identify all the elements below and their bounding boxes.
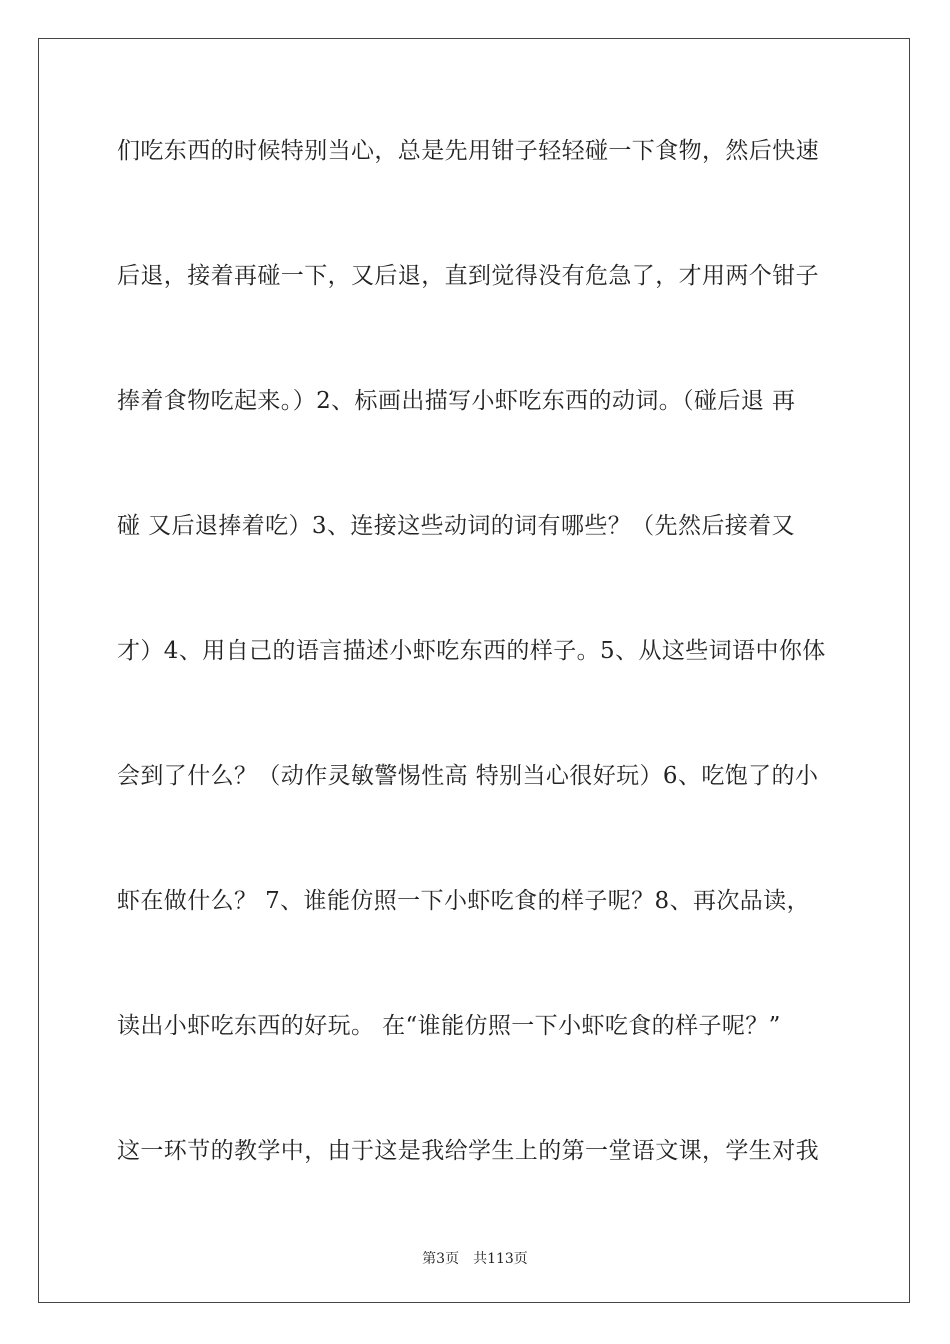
- body-text-line: 虾在做什么？ 7、谁能仿照一下小虾吃食的样子呢？8、再次品读，: [117, 888, 810, 914]
- body-text-line: 会到了什么？（动作灵敏警惕性高 特别当心很好玩）6、吃饱了的小: [117, 763, 819, 789]
- body-text-line: 才）4、用自己的语言描述小虾吃东西的样子。5、从这些词语中你体: [117, 638, 826, 664]
- body-text-line: 后退，接着再碰一下，又后退，直到觉得没有危急了，才用两个钳子: [117, 263, 819, 289]
- body-text-line: 捧着食物吃起来。）2、标画出描写小虾吃东西的动词。（碰后退 再: [117, 388, 796, 414]
- body-text-line: 读出小虾吃东西的好玩。 在“谁能仿照一下小虾吃食的样子呢？”: [117, 1013, 781, 1039]
- page-footer: 第3页 共113页: [422, 1251, 528, 1267]
- page-border: [38, 38, 910, 1303]
- body-text-line: 这一环节的教学中，由于这是我给学生上的第一堂语文课，学生对我: [117, 1138, 819, 1164]
- body-text-line: 们吃东西的时候特别当心，总是先用钳子轻轻碰一下食物，然后快速: [117, 138, 819, 164]
- body-text-line: 碰 又后退捧着吃）3、连接这些动词的词有哪些？（先然后接着又: [117, 513, 795, 539]
